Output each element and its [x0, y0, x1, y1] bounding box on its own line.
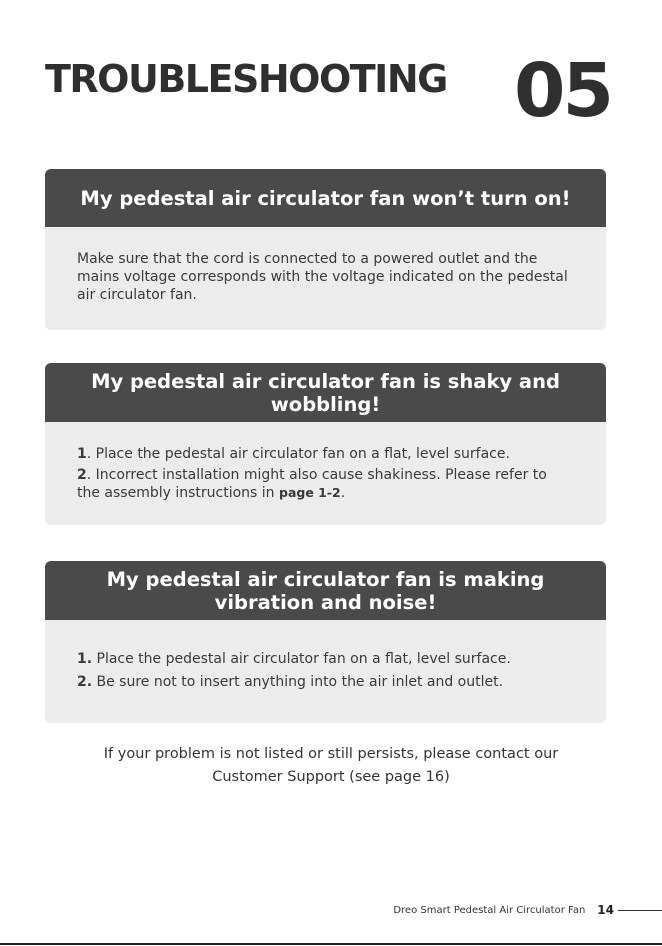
troubleshoot-card-vibration: [45, 561, 606, 723]
contact-line: Customer Support (see page 16): [212, 769, 450, 785]
footer-divider: [618, 910, 662, 911]
page-reference: page 1-2: [279, 485, 341, 500]
troubleshoot-card-shaky: [45, 363, 606, 525]
card-title: My pedestal air circulator fan is shaky and wobbling!: [45, 363, 606, 422]
card-title: My pedestal air circulator fan won’t turn on!: [45, 169, 606, 227]
footer-product-name: Dreo Smart Pedestal Air Circulator Fan: [393, 904, 586, 916]
step-item: [77, 445, 574, 463]
step-text: Place the pedestal air circulator fan on a flat, level surface.: [92, 651, 511, 667]
card-body: [45, 620, 606, 694]
card-title-line: vibration and noise!: [214, 590, 437, 614]
step-number: 2.: [77, 674, 93, 690]
step-text: . Incorrect installation might also cause shakiness. Please refer to the assembly instructions in: [77, 467, 547, 501]
troubleshoot-card-wont-turn-on: [45, 169, 606, 330]
step-text: . Place the pedestal air circulator fan on a flat, level surface.: [86, 446, 510, 462]
step-text: Be sure not to insert anything into the air inlet and outlet.: [92, 674, 504, 690]
contact-support-note: [60, 743, 602, 789]
step-text-end: .: [340, 485, 346, 501]
section-number: 05: [514, 48, 611, 134]
page-number: 14: [597, 903, 614, 917]
step-item: [77, 648, 574, 671]
bottom-divider: [0, 943, 662, 945]
card-body: Make sure that the cord is connected to a powered outlet and the mains voltage corresponds with the voltage indicated on the pedestal air circulator fan.: [77, 251, 568, 303]
page-title: TROUBLESHOOTING: [45, 57, 447, 101]
card-title: [45, 561, 606, 620]
page-footer: [393, 900, 662, 920]
card-title-line: My pedestal air circulator fan is making: [106, 567, 545, 591]
step-item: [77, 466, 574, 502]
step-number: 2: [77, 467, 87, 483]
step-item: [77, 671, 574, 694]
card-body: [45, 422, 606, 502]
step-number: 1: [77, 446, 87, 462]
step-number: 1.: [77, 651, 93, 667]
contact-line: If your problem is not listed or still persists, please contact our: [103, 746, 559, 762]
